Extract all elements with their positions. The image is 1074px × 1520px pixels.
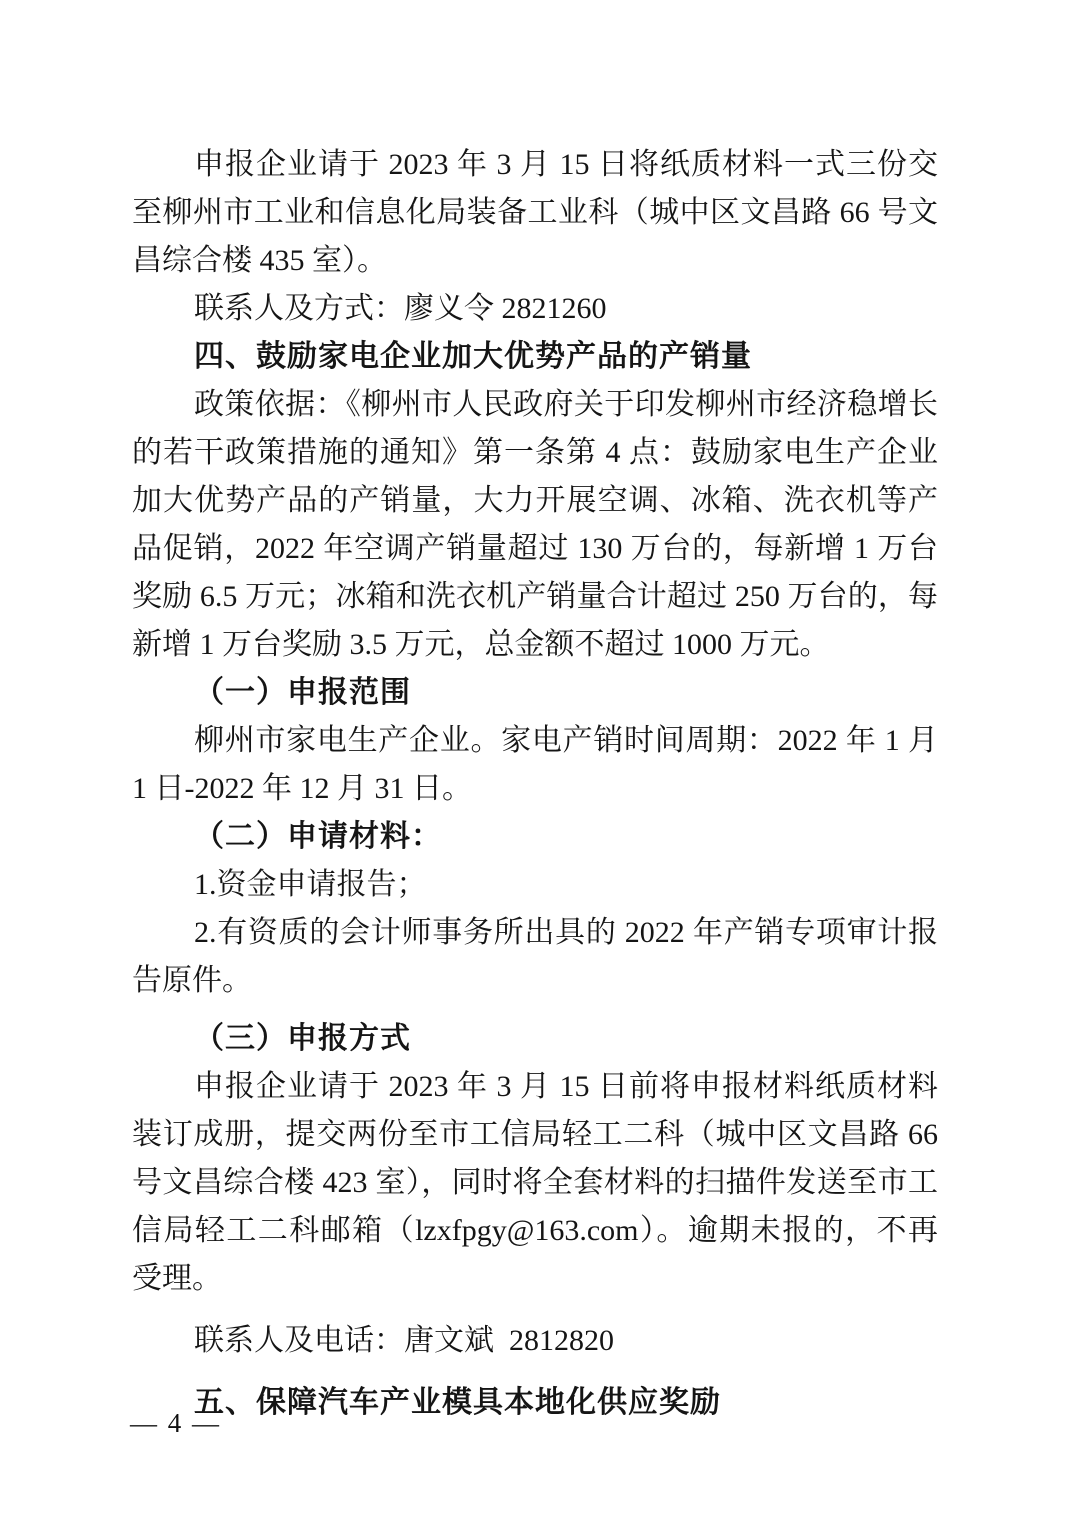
subheading-application-method: （三）申报方式 bbox=[194, 1022, 411, 1055]
section-heading-four: 四、鼓励家电企业加大优势产品的产销量 bbox=[194, 340, 752, 373]
list-item-audit-report: 2.有资质的会计师事务所出具的 2022 年产销专项审计报告原件。 bbox=[132, 916, 938, 997]
section-heading-five: 五、保障汽车产业模具本地化供应奖励 bbox=[194, 1386, 721, 1419]
subheading-application-materials: （二）申请材料： bbox=[194, 820, 442, 853]
contact-line-equipment-division: 联系人及方式：廖义令 2821260 bbox=[194, 292, 607, 325]
list-item-funding-report: 1.资金申请报告； bbox=[194, 868, 427, 901]
page-number: — 4 — bbox=[130, 1408, 221, 1438]
paragraph-policy-basis: 政策依据：《柳州市人民政府关于印发柳州市经济稳增长的若干政策措施的通知》第一条第 4 点：鼓励家电生产企业加大优势产品的产销量，大力开展空调、冰箱、洗衣机等产品促销，2022 年空调产销量超过 130 万台的，每新增 1 万台奖励 6.5 万元；冰箱和洗衣机产销量合计超过 250 万台的，每新增 1 万台奖励 3.5 万元，总金额不超过 1000 万元。 bbox=[132, 388, 938, 661]
paragraph-paper-submission: 申报企业请于 2023 年 3 月 15 日将纸质材料一式三份交至柳州市工业和信息化局装备工业科（城中区文昌路 66 号文昌综合楼 435 室）。 bbox=[132, 148, 938, 277]
paragraph-application-scope: 柳州市家电生产企业。家电产销时间周期：2022 年 1 月 1 日-2022 年 12 月 31 日。 bbox=[132, 724, 938, 805]
contact-line-light-industry-division: 联系人及电话：唐文斌 2812820 bbox=[194, 1324, 614, 1357]
paragraph-application-method: 申报企业请于 2023 年 3 月 15 日前将申报材料纸质材料装订成册，提交两份至市工信局轻工二科（城中区文昌路 66 号文昌综合楼 423 室），同时将全套材料的扫描件发送至市工信局轻工二科邮箱（lzxfpgy@163.com）。逾期未报的，不再受理。 bbox=[132, 1070, 938, 1295]
document-body bbox=[132, 141, 938, 1427]
subheading-application-scope: （一）申报范围 bbox=[194, 676, 411, 709]
